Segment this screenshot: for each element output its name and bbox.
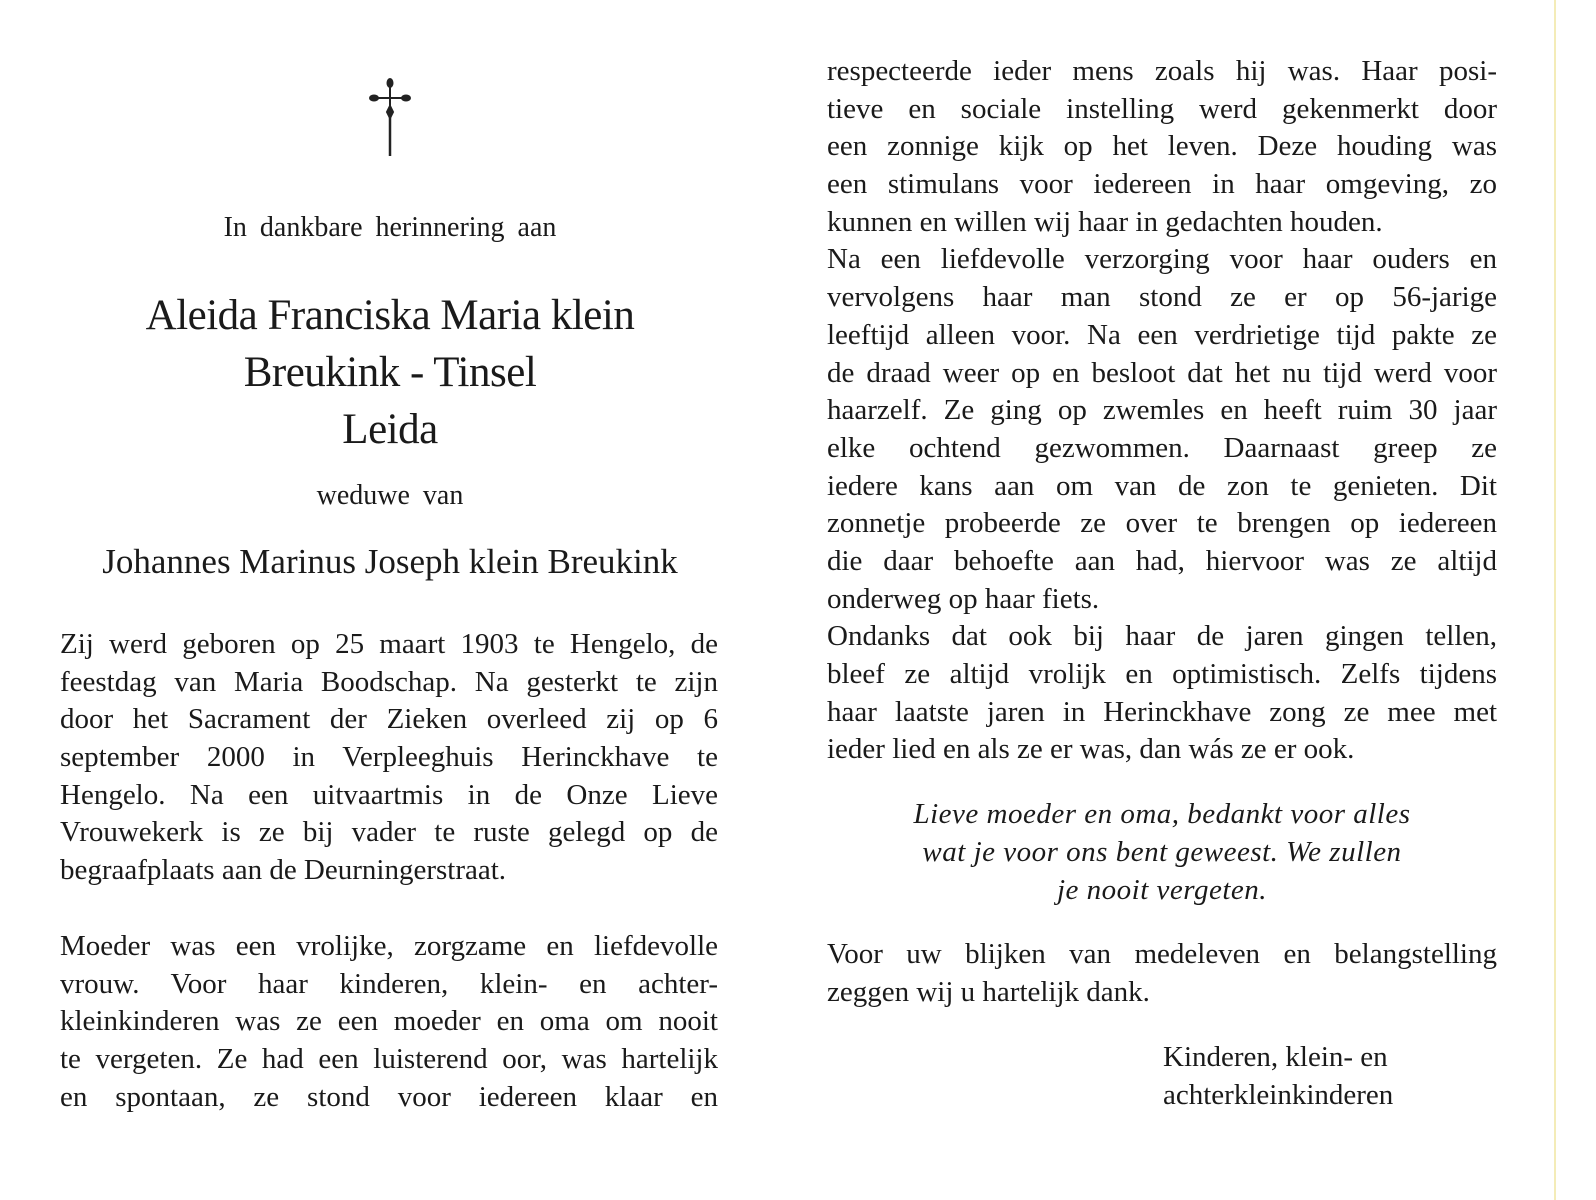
quote-line: je nooit vergeten.: [1056, 874, 1268, 906]
widow-of-text: weduwe van: [316, 480, 464, 511]
text-line: door het Sacrament der Zieken overleed zij op 6: [60, 703, 718, 736]
text-line: Voor uw blijken van medeleven en belangstelling: [827, 938, 1497, 970]
left-column-text: [60, 626, 718, 1116]
text-line: haar laatste jaren in Herinckhave zong ze mee met: [827, 695, 1497, 728]
husband-name: Johannes Marinus Joseph klein Breukink: [102, 542, 678, 581]
text-line: september 2000 in Verpleeghuis Herinckhave te: [60, 741, 718, 774]
right-column-text: [827, 53, 1497, 769]
paragraph: [827, 618, 1497, 769]
text-line: die daar behoefte aan had, hiervoor was ze altijd: [827, 544, 1497, 577]
card-fold-line: [1554, 0, 1556, 1200]
text-line: begraafplaats aan de Deurningerstraat.: [60, 854, 507, 887]
text-line: Na een liefdevolle verzorging voor haar ouders en: [827, 243, 1497, 276]
deceased-name: [40, 287, 740, 458]
text-line: kunnen en willen wij haar in gedachten houden.: [827, 205, 1383, 238]
text-line: te vergeten. Ze had een luisterend oor, was hartelijk: [60, 1042, 718, 1075]
text-line: elke ochtend gezwommen. Daarnaast greep ze: [827, 431, 1497, 464]
text-line: Moeder was een vrolijke, zorgzame en liefdevolle: [60, 929, 718, 962]
text-line: respecteerde ieder mens zoals hij was. Haar posi-: [827, 55, 1497, 87]
name-line: Breukink - Tinsel: [243, 349, 537, 396]
text-line: Hengelo. Na een uitvaartmis in de Onze Lieve: [60, 778, 718, 811]
text-line: vervolgens haar man stond ze er op 56-jarige: [827, 281, 1497, 314]
text-line: zonnetje probeerde ze over te brengen op iedereen: [827, 507, 1497, 540]
name-line: Aleida Franciska Maria klein: [145, 292, 635, 339]
paragraph: [60, 626, 718, 890]
text-line: een stimulans voor iedereen in haar omgeving, zo: [827, 168, 1497, 201]
text-line: een zonnige kijk op het leven. Deze houding was: [827, 130, 1497, 163]
text-line: Ondanks dat ook bij haar de jaren gingen tellen,: [827, 620, 1497, 653]
text-line: bleef ze altijd vrolijk en optimistisch. Zelfs tijdens: [827, 658, 1497, 690]
text-line: en spontaan, ze stond voor iedereen klaar en: [60, 1080, 718, 1113]
paragraph: [827, 53, 1497, 241]
text-line: de draad weer op en besloot dat het nu tijd werd voor: [827, 356, 1497, 389]
text-line: iedere kans aan om van de zon te genieten. Dit: [827, 469, 1497, 502]
signature: [1163, 1038, 1393, 1114]
signature-line: achterkleinkinderen: [1163, 1079, 1394, 1111]
thanks-paragraph: [827, 936, 1497, 1011]
name-line: Leida: [342, 406, 438, 453]
text-line: zeggen wij u hartelijk dank.: [827, 975, 1150, 1008]
text-line: kleinkinderen was ze een moeder en oma om nooit: [60, 1005, 718, 1038]
quote-line: wat je voor ons bent geweest. We zullen: [922, 836, 1402, 868]
quote-line: Lieve moeder en oma, bedankt voor alles: [913, 798, 1411, 830]
paragraph: [60, 928, 718, 1116]
text-line: Vrouwekerk is ze bij vader te ruste gelegd op de: [60, 816, 718, 849]
text-line: onderweg op haar fiets.: [827, 582, 1100, 615]
paragraph: [827, 241, 1497, 618]
text-line: tieve en sociale instelling werd gekenmerkt door: [827, 92, 1497, 125]
text-line: feestdag van Maria Boodschap. Na gesterkt te zijn: [60, 665, 718, 698]
text-line: vrouw. Voor haar kinderen, klein- en achter-: [60, 967, 718, 1000]
text-line: ieder lied en als ze er was, dan wás ze er ook.: [827, 733, 1355, 766]
signature-line: Kinderen, klein- en: [1163, 1041, 1388, 1073]
intro-text: In dankbare herinnering aan: [223, 212, 557, 243]
text-line: Zij werd geboren op 25 maart 1903 te Hengelo, de: [60, 628, 718, 660]
text-line: leeftijd alleen voor. Na een verdrietige tijd pakte ze: [827, 318, 1497, 351]
cross-icon: [368, 76, 412, 158]
memorial-quote: [827, 795, 1497, 909]
text-line: haarzelf. Ze ging op zwemles en heeft ruim 30 jaar: [827, 394, 1497, 427]
